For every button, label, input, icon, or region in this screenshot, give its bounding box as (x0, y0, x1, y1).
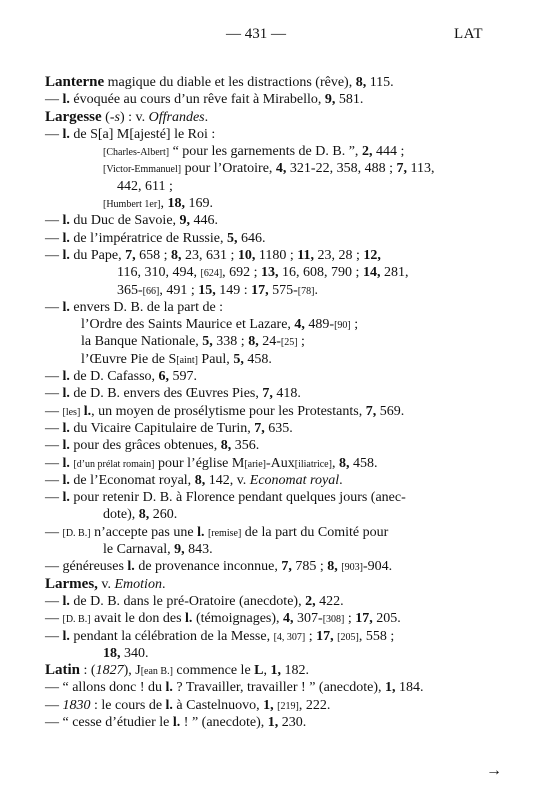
index-line-segment: 6, (158, 369, 170, 385)
index-line-segment: , un moyen de prosélytisme pour les Protestants, (91, 403, 366, 419)
index-line-segment: 7, (281, 559, 292, 575)
index-line-segment: , 692 ; (222, 265, 262, 281)
index-line-segment: l. (62, 628, 70, 644)
index-line-segment: — (45, 403, 63, 419)
index-line (45, 230, 505, 247)
index-line-segment: 18, (167, 196, 185, 212)
index-line-segment: 5, (233, 351, 244, 367)
index-line (45, 679, 505, 696)
index-line-segment: l. (62, 472, 70, 488)
index-line-segment: de la part du Comité pour (241, 524, 389, 540)
index-line-segment: l. (62, 230, 70, 246)
index-line (45, 645, 505, 662)
index-line (45, 299, 505, 316)
index-line-segment: [25] (280, 337, 298, 349)
index-line-segment: . (314, 282, 318, 298)
index-line-segment: 8, (220, 438, 232, 454)
index-line-segment: 1, (270, 663, 282, 679)
index-line-segment: de provenance inconnue, (134, 559, 282, 575)
index-line (45, 126, 505, 143)
page-header (0, 26, 536, 46)
index-line-segment: l. (127, 559, 135, 575)
index-line-segment: 116, 310, 494, (117, 265, 201, 281)
index-line (45, 576, 505, 593)
index-line (45, 143, 505, 160)
index-line (45, 628, 505, 645)
index-line-segment: 446. (190, 213, 219, 229)
index-line-segment: — (45, 213, 63, 229)
index-line-segment: l. (62, 126, 70, 142)
index-line-segment: du Pape, (69, 247, 126, 263)
index-line-segment: [arie] (244, 458, 266, 470)
index-line (45, 264, 505, 281)
index-line-segment: 4, (294, 317, 305, 333)
index-line-segment: avait le don des (90, 611, 186, 627)
index-line (45, 316, 505, 333)
index-line-segment: n’accepte pas une (90, 524, 198, 540)
index-line-segment: l. (62, 593, 70, 609)
index-line-segment: 458. (243, 351, 272, 367)
index-line-segment: — (45, 455, 63, 471)
index-line-segment: 8, (327, 559, 338, 575)
index-line-segment: -Aux (265, 455, 295, 471)
index-line-segment: 356. (231, 438, 260, 454)
index-line-segment: — (45, 386, 63, 402)
index-line-segment: pour l’Oratoire, (181, 161, 276, 177)
index-line-segment: Lanterne (45, 74, 105, 90)
index-line-segment: 184. (395, 680, 424, 696)
index-line (45, 420, 505, 437)
index-line-segment: [iliatrice] (294, 458, 332, 470)
index-line-segment: 7, (254, 420, 265, 436)
index-line (45, 472, 505, 489)
index-line-segment: — “ cesse d’étudier le (45, 714, 173, 730)
index-line-segment: l. (83, 403, 92, 419)
index-line-segment: 2, (305, 593, 316, 609)
index-line-segment: 340. (120, 645, 149, 661)
index-line-segment: 365- (117, 282, 143, 298)
index-line (45, 697, 505, 714)
index-line-segment: , (331, 455, 339, 471)
index-line-segment: 260. (149, 507, 178, 523)
index-line-segment: 575- (268, 282, 298, 298)
index-line-segment: 569. (376, 403, 405, 419)
index-line-segment: pour l’église M (154, 455, 245, 471)
index-line-segment: 23, 28 ; (314, 247, 364, 263)
index-line-segment: — “ allons donc ! du (45, 680, 166, 696)
index-line-segment: 9, (174, 542, 185, 558)
index-line-segment: L (254, 663, 264, 679)
continuation-arrow-icon: → (486, 762, 502, 779)
index-line-segment: . (161, 576, 166, 592)
index-line-segment: l’Ordre des Saints Maurice et Lazare, (81, 317, 295, 333)
index-line-segment: 23, 631 ; (181, 247, 238, 263)
index-line-segment: 442, 611 ; (117, 178, 173, 194)
index-line-segment: . (204, 109, 209, 125)
index-line (45, 541, 505, 558)
index-line (45, 489, 505, 506)
index-line-segment: ; (297, 334, 305, 350)
index-line-segment: — (45, 299, 63, 315)
index-line-segment: 5, (202, 334, 213, 350)
index-line-segment: de l’impératrice de Russie, (69, 230, 227, 246)
index-line-segment: 17, (316, 628, 334, 644)
index-line (45, 455, 505, 472)
index-line-segment: , 222. (298, 697, 331, 713)
index-line (45, 593, 505, 610)
index-line-segment: de D. Cafasso, (69, 369, 159, 385)
index-line-segment: 646. (237, 230, 266, 246)
index-line-segment: 281, (380, 265, 409, 281)
index-line-segment: 18, (103, 645, 121, 661)
index-line-segment: l. (62, 455, 70, 471)
index-line-segment: [aint] (176, 354, 198, 366)
index-line-segment: de l’Economat royal, (69, 472, 195, 488)
index-line-segment: 8, (248, 334, 259, 350)
index-line (45, 610, 505, 627)
index-line-segment: 444 ; (372, 144, 405, 160)
index-line (45, 714, 505, 731)
index-line-segment: 5, (226, 230, 238, 246)
index-line-segment: l. (165, 697, 173, 713)
index-line (45, 368, 505, 385)
index-line-segment: 9, (324, 92, 336, 108)
index-line-segment: 17, (355, 611, 373, 627)
index-line-segment: 17, (251, 282, 269, 298)
index-line-segment: l. (62, 386, 70, 402)
index-line-segment: v. (97, 576, 115, 592)
index-line-segment: l. (62, 299, 70, 315)
index-line-segment: : ( (80, 663, 96, 679)
index-line-segment: 10, (237, 247, 256, 263)
index-line (45, 351, 505, 368)
index-line-segment: [Humbert 1er] (103, 199, 161, 211)
index-line-segment: , 491 ; (159, 282, 199, 298)
index-line-segment: dote), (103, 507, 139, 523)
index-line-segment: — (45, 524, 63, 540)
index-line-segment: 321-22, 358, 488 ; (286, 161, 397, 177)
index-line-segment: ; (305, 628, 317, 644)
index-line-segment: 489- (304, 317, 335, 333)
index-line (45, 558, 505, 575)
index-line-segment: [remise] (207, 527, 242, 539)
index-line (45, 178, 505, 195)
index-line-segment: 1, (385, 680, 396, 696)
index-line-segment: 205. (372, 611, 401, 627)
index-line-segment: l. (62, 247, 70, 263)
index-line (45, 247, 505, 264)
index-line (45, 195, 505, 212)
index-line-segment: [4, 307] (273, 631, 306, 643)
index-line-segment: ? Travailler, travailler ! ” (anecdote), (172, 680, 385, 696)
index-line-segment: [Victor-Emmanuel] (103, 164, 182, 176)
index-line-segment: Paul, (197, 351, 234, 367)
index-line-segment: 785 ; (291, 559, 328, 575)
index-line-segment: l. (62, 490, 70, 506)
index-line-segment: l. (62, 420, 70, 436)
index-line-segment: 307- (293, 611, 323, 627)
index-line (45, 437, 505, 454)
index-line-segment: 7, (365, 403, 377, 419)
index-line-segment: 169. (184, 196, 213, 212)
index-line-segment: 15, (198, 282, 216, 298)
page-number: — 431 — (226, 26, 286, 42)
index-line-segment: la Banque Nationale, (81, 334, 203, 350)
index-line-segment: évoquée au cours d’un rêve fait à Mirabello, (69, 92, 325, 108)
index-entries (45, 74, 505, 731)
index-line-segment: ; (344, 611, 356, 627)
index-line-segment: : le cours de (90, 697, 166, 713)
index-line-segment: 113, (406, 161, 435, 177)
index-line-segment: -s (109, 109, 120, 125)
index-line-segment: — (45, 92, 63, 108)
index-line-segment: le Carnaval, (103, 542, 175, 558)
index-line-segment: de D. B. envers des Œuvres Pies, (69, 386, 263, 402)
index-line-segment: 7, (396, 161, 407, 177)
index-line-segment: [90] (334, 320, 351, 332)
running-head: LAT (454, 26, 483, 42)
index-line-segment: 230. (278, 714, 307, 730)
index-line-segment: du Vicaire Capitulaire de Turin, (69, 420, 255, 436)
index-line-segment: l. (62, 369, 70, 385)
index-line-segment: l. (172, 714, 181, 730)
index-line-segment: 1827 (95, 663, 124, 679)
index-line-segment: Emotion (114, 576, 162, 592)
index-line-segment: 8, (171, 247, 182, 263)
index-line-segment: 1, (267, 714, 279, 730)
index-line-segment: l. (62, 213, 70, 229)
index-line-segment: 4, (283, 611, 294, 627)
index-line-segment: 149 : (215, 282, 252, 298)
index-line-segment: — (45, 369, 63, 385)
index-line-segment: — (45, 611, 63, 627)
index-line-segment: Largesse (45, 108, 102, 125)
index-line-segment: 597. (169, 369, 198, 385)
index-line (45, 91, 505, 108)
index-line-segment: du Duc de Savoie, (69, 213, 180, 229)
index-line-segment: . (339, 472, 343, 488)
index-line-segment: ! ” (anecdote), (180, 714, 268, 730)
index-line-segment: 16, 608, 790 ; (278, 265, 363, 281)
index-line-segment: 422. (315, 593, 344, 609)
index-line-segment: ( (101, 109, 110, 125)
index-line-segment: 9, (179, 213, 191, 229)
index-line-segment: — généreuses (45, 559, 128, 575)
index-line-segment: (témoignages), (192, 611, 284, 627)
index-line-segment: 418. (272, 386, 301, 402)
index-line-segment: ) : v. (119, 109, 149, 125)
index-line-segment: 182. (281, 663, 310, 679)
index-line-segment: l. (165, 680, 173, 696)
index-line-segment: l. (62, 438, 70, 454)
index-line-segment: à Castelnuovo, (172, 697, 264, 713)
index-line-segment: pendant la célébration de la Messe, (69, 628, 274, 644)
index-line-segment: l. (197, 524, 205, 540)
index-line-segment: 7, (125, 247, 136, 263)
index-line-segment: — (45, 126, 63, 142)
index-line-segment: “ pour les garnements de D. B. ”, (169, 144, 362, 160)
index-line-segment: Latin (45, 662, 81, 679)
index-line (45, 403, 505, 420)
index-line (45, 662, 505, 679)
index-line-segment: — (45, 593, 63, 609)
index-line-segment: [Charles-Albert] (103, 147, 170, 159)
index-line-segment: -904. (362, 559, 393, 575)
index-line (45, 160, 505, 177)
index-line-segment: 4, (275, 161, 287, 177)
index-line-segment: — (45, 230, 63, 246)
index-line-segment: [D. B.] (62, 527, 91, 539)
index-line-segment: Economat royal (249, 472, 340, 488)
index-line (45, 74, 505, 91)
index-line-segment: [903] (341, 562, 363, 574)
index-line-segment: commence le (172, 663, 255, 679)
index-line-segment: [d’un prélat romain] (73, 458, 155, 470)
index-line-segment: [ean B.] (140, 666, 173, 678)
index-line-segment: pour retenir D. B. à Florence pendant quelques jours (anec- (69, 490, 406, 506)
index-line-segment: — (45, 628, 63, 644)
index-line-segment: — (45, 438, 63, 454)
index-line-segment: — (45, 472, 63, 488)
index-line-segment: 843. (184, 542, 213, 558)
index-line-segment: 658 ; (135, 247, 171, 263)
index-line (45, 506, 505, 523)
index-line-segment: [219] (277, 700, 299, 712)
index-line-segment: 142, v. (205, 472, 250, 488)
index-line-segment: , 558 ; (358, 628, 395, 644)
index-line-segment: ), J (123, 663, 141, 679)
index-line-segment: 8, (355, 75, 367, 90)
index-line-segment: de D. B. dans le pré-Oratoire (anecdote), (69, 593, 306, 609)
index-line-segment: 7, (262, 386, 273, 402)
index-line-segment: 581. (335, 92, 364, 108)
index-line (45, 212, 505, 229)
index-line-segment: , (263, 663, 271, 679)
index-line-segment: 12, (363, 247, 381, 263)
index-line-segment: 635. (264, 420, 293, 436)
index-line-segment: [D. B.] (62, 614, 91, 626)
index-line (45, 109, 505, 126)
index-line-segment: [308] (322, 614, 345, 626)
index-line-segment: — (45, 490, 63, 506)
index-line-segment: 13, (261, 265, 279, 281)
index-line-segment: 8, (338, 455, 350, 471)
index-line-segment: 11, (297, 247, 314, 263)
index-line-segment: [624] (200, 268, 223, 280)
index-line-segment: 1, (263, 697, 274, 713)
index-line-segment: 1830 (62, 697, 91, 713)
index-line-segment: l. (185, 611, 193, 627)
index-line (45, 333, 505, 350)
index-line-segment: 1180 ; (255, 247, 298, 263)
index-line (45, 385, 505, 402)
index-line-segment: — (45, 697, 63, 713)
index-line-segment: 115. (366, 75, 394, 90)
index-line-segment: 8, (138, 507, 150, 523)
index-line-segment: de S[a] M[ajesté] le Roi : (69, 126, 216, 142)
index-line-segment: 338 ; (212, 334, 249, 350)
index-line (45, 282, 505, 299)
index-line-segment: [les] (62, 406, 81, 418)
index-line-segment: 14, (362, 265, 381, 281)
index-line-segment: , (160, 196, 168, 212)
index-line-segment: Offrandes (148, 109, 205, 125)
index-line-segment: envers D. B. de la part de : (69, 299, 224, 315)
index-line-segment: — (45, 420, 63, 436)
index-line-segment: 458. (349, 455, 378, 471)
index-line-segment: — (45, 247, 63, 263)
index-line-segment: [205] (337, 631, 359, 643)
index-line-segment: l’Œuvre Pie de S (81, 351, 177, 367)
index-line-segment: 2, (361, 144, 373, 160)
index-line-segment: pour des grâces obtenues, (69, 438, 221, 454)
index-line-segment: l. (62, 92, 70, 108)
index-line-segment: ; (350, 317, 359, 333)
index-line-segment: [66] (142, 285, 160, 297)
index-line-segment: magique du diable et les distractions (rêve), (104, 75, 356, 90)
index-line-segment: [78] (297, 285, 315, 297)
index-line (45, 524, 505, 541)
index-line-segment: Larmes, (45, 575, 98, 592)
index-line-segment: 8, (194, 472, 206, 488)
index-line-segment: 24- (258, 334, 281, 350)
